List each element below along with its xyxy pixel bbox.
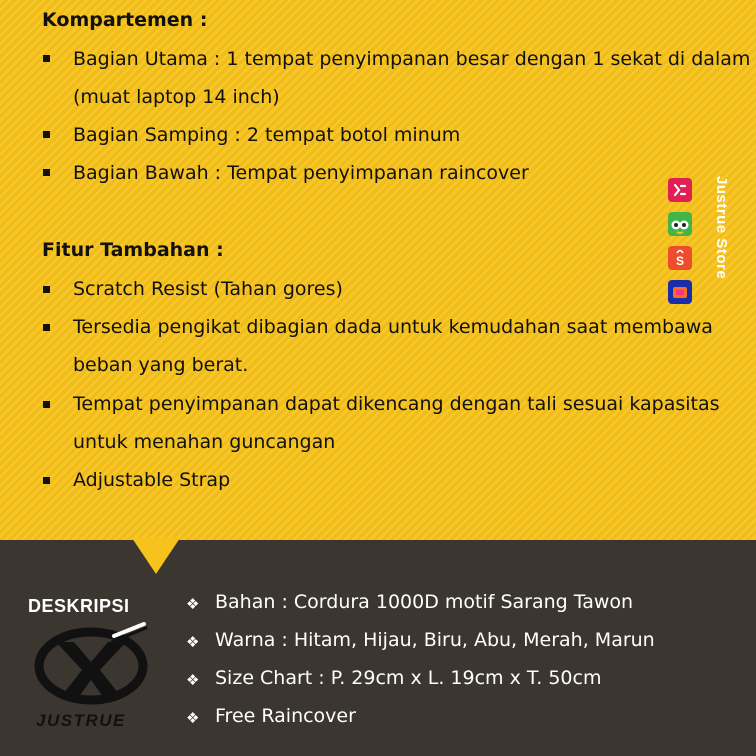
bullet-icon <box>43 169 50 176</box>
fitur-item-2-line2: beban yang berat. <box>73 354 249 376</box>
brand-wordmark: JUSTRUE <box>36 711 126 730</box>
diamond-bullet-icon: ❖ <box>186 633 200 651</box>
bullet-icon <box>43 55 50 62</box>
bukalapak-icon[interactable] <box>668 178 692 202</box>
kompartemen-item-2: Bagian Samping : 2 tempat botol minum <box>73 124 461 146</box>
deskripsi-warna: Warna : Hitam, Hijau, Biru, Abu, Merah, Marun <box>215 629 655 651</box>
diamond-bullet-icon: ❖ <box>186 709 200 727</box>
lazada-icon[interactable] <box>668 280 692 304</box>
kompartemen-title: Kompartemen : <box>42 9 208 31</box>
fitur-item-3-line1: Tempat penyimpanan dapat dikencang dengan tali sesuai kapasitas <box>73 393 720 415</box>
bullet-icon <box>43 324 50 331</box>
diamond-bullet-icon: ❖ <box>186 671 200 689</box>
fitur-title: Fitur Tambahan : <box>42 239 224 261</box>
fitur-item-3-line2: untuk menahan guncangan <box>73 431 336 453</box>
fitur-item-1: Scratch Resist (Tahan gores) <box>73 278 343 300</box>
bullet-icon <box>43 477 50 484</box>
fitur-item-4: Adjustable Strap <box>73 469 231 491</box>
deskripsi-bahan: Bahan : Cordura 1000D motif Sarang Tawon <box>215 591 634 613</box>
svg-text:S: S <box>675 254 685 268</box>
shopee-icon[interactable] <box>668 246 692 270</box>
kompartemen-item-3: Bagian Bawah : Tempat penyimpanan raincover <box>73 162 529 184</box>
bullet-icon <box>43 286 50 293</box>
tokopedia-icon[interactable] <box>668 212 692 236</box>
justrue-logo-icon <box>34 622 148 710</box>
fitur-item-2-line1: Tersedia pengikat dibagian dada untuk kemudahan saat membawa <box>73 316 713 338</box>
bullet-icon <box>43 401 50 408</box>
kompartemen-item-1-line1: Bagian Utama : 1 tempat penyimpanan besar dengan 1 sekat di dalam <box>73 48 751 70</box>
kompartemen-item-1-line2: (muat laptop 14 inch) <box>73 86 280 108</box>
diamond-bullet-icon: ❖ <box>186 595 200 613</box>
deskripsi-size-chart: Size Chart : P. 29cm x L. 19cm x T. 50cm <box>215 667 602 689</box>
deskripsi-free-raincover: Free Raincover <box>215 705 356 727</box>
store-name: Justrue Store <box>713 176 730 280</box>
pointer-notch <box>132 538 180 574</box>
deskripsi-title: DESKRIPSI <box>28 596 130 616</box>
bullet-icon <box>43 131 50 138</box>
